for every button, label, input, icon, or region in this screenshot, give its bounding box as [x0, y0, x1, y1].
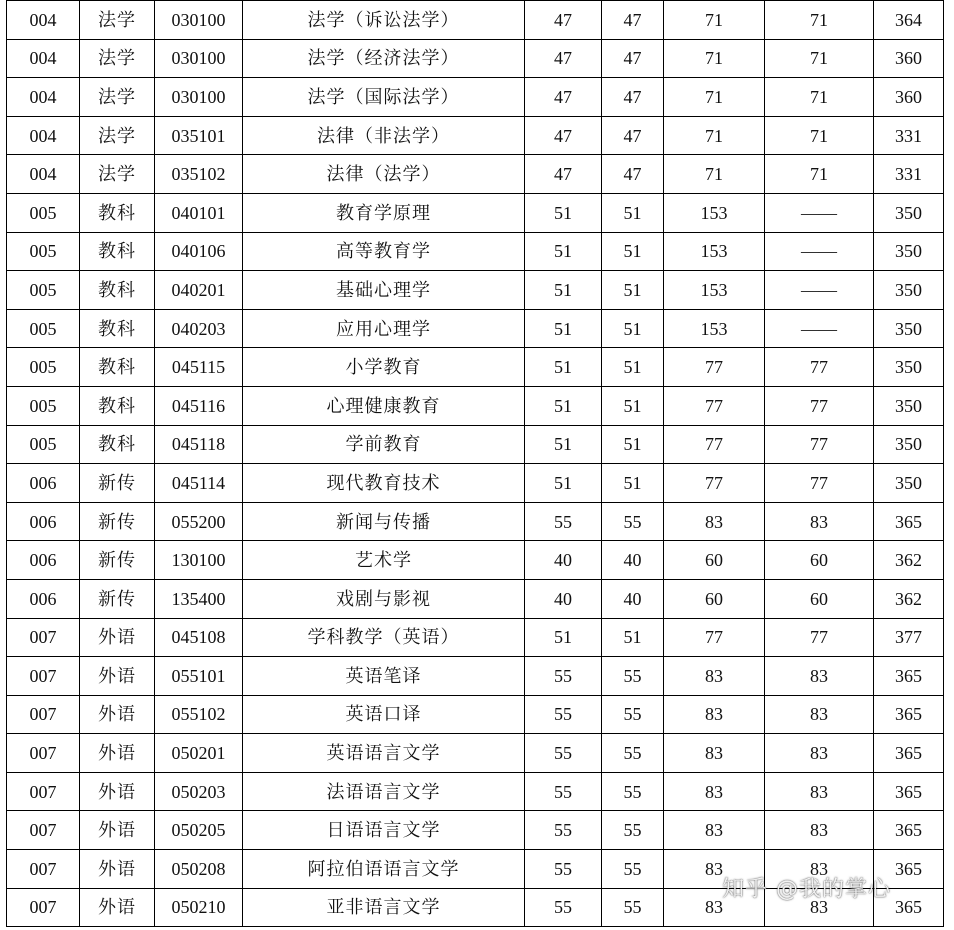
score-col1-cell: 47 — [525, 155, 602, 194]
score-col3-cell: 153 — [664, 232, 765, 271]
score-col4-cell: 83 — [765, 734, 874, 773]
dept-code-cell: 007 — [7, 695, 80, 734]
total-score-cell: 350 — [874, 425, 944, 464]
score-col2-cell: 55 — [602, 888, 664, 927]
dept-name-cell: 外语 — [80, 695, 155, 734]
score-col2-cell: 47 — [602, 155, 664, 194]
dept-name-cell: 外语 — [80, 772, 155, 811]
dept-code-cell: 007 — [7, 772, 80, 811]
total-score-cell: 350 — [874, 193, 944, 232]
score-col1-cell: 51 — [525, 464, 602, 503]
total-score-cell: 350 — [874, 464, 944, 503]
score-col4-cell: —— — [765, 193, 874, 232]
major-code-cell: 135400 — [155, 579, 243, 618]
dept-name-cell: 教科 — [80, 386, 155, 425]
score-col1-cell: 47 — [525, 78, 602, 117]
table-row — [7, 78, 944, 117]
score-col1-cell: 51 — [525, 348, 602, 387]
score-col3-cell: 71 — [664, 1, 765, 40]
major-code-cell: 040201 — [155, 271, 243, 310]
score-col2-cell: 55 — [602, 850, 664, 889]
score-col1-cell: 47 — [525, 39, 602, 78]
score-col2-cell: 51 — [602, 618, 664, 657]
score-col1-cell: 55 — [525, 811, 602, 850]
score-col2-cell: 51 — [602, 348, 664, 387]
major-name-cell: 小学教育 — [243, 348, 525, 387]
score-col3-cell: 83 — [664, 850, 765, 889]
major-code-cell: 055200 — [155, 502, 243, 541]
score-col3-cell: 71 — [664, 155, 765, 194]
score-col3-cell: 77 — [664, 464, 765, 503]
major-code-cell: 045114 — [155, 464, 243, 503]
total-score-cell: 365 — [874, 888, 944, 927]
dept-name-cell: 外语 — [80, 888, 155, 927]
score-col4-cell: 83 — [765, 850, 874, 889]
dept-code-cell: 005 — [7, 309, 80, 348]
score-col1-cell: 51 — [525, 309, 602, 348]
score-col4-cell: 71 — [765, 39, 874, 78]
dept-code-cell: 005 — [7, 386, 80, 425]
table-row — [7, 618, 944, 657]
major-code-cell: 040203 — [155, 309, 243, 348]
score-col2-cell: 47 — [602, 116, 664, 155]
score-col1-cell: 55 — [525, 734, 602, 773]
score-col2-cell: 55 — [602, 811, 664, 850]
major-name-cell: 法学（国际法学） — [243, 78, 525, 117]
dept-name-cell: 法学 — [80, 1, 155, 40]
score-col4-cell: 83 — [765, 772, 874, 811]
score-col3-cell: 83 — [664, 811, 765, 850]
table-row — [7, 116, 944, 155]
score-table — [6, 0, 944, 927]
total-score-cell: 365 — [874, 850, 944, 889]
score-col4-cell: 77 — [765, 618, 874, 657]
major-code-cell: 030100 — [155, 39, 243, 78]
dept-code-cell: 005 — [7, 348, 80, 387]
table-row — [7, 464, 944, 503]
dept-code-cell: 004 — [7, 116, 80, 155]
total-score-cell: 362 — [874, 541, 944, 580]
score-col3-cell: 77 — [664, 425, 765, 464]
watermark-text: 知乎 @我的掌心 — [722, 877, 891, 902]
score-col4-cell: 71 — [765, 155, 874, 194]
major-code-cell: 035102 — [155, 155, 243, 194]
score-col2-cell: 55 — [602, 657, 664, 696]
score-col3-cell: 60 — [664, 579, 765, 618]
table-row — [7, 734, 944, 773]
dept-name-cell: 教科 — [80, 193, 155, 232]
dept-code-cell: 005 — [7, 193, 80, 232]
dept-name-cell: 教科 — [80, 309, 155, 348]
major-name-cell: 应用心理学 — [243, 309, 525, 348]
total-score-cell: 350 — [874, 348, 944, 387]
score-col3-cell: 153 — [664, 271, 765, 310]
score-col2-cell: 55 — [602, 734, 664, 773]
dept-code-cell: 004 — [7, 39, 80, 78]
dept-code-cell: 005 — [7, 271, 80, 310]
major-name-cell: 现代教育技术 — [243, 464, 525, 503]
total-score-cell: 350 — [874, 271, 944, 310]
dept-code-cell: 006 — [7, 502, 80, 541]
score-col1-cell: 51 — [525, 386, 602, 425]
dept-name-cell: 新传 — [80, 579, 155, 618]
table-row — [7, 695, 944, 734]
score-col1-cell: 51 — [525, 271, 602, 310]
total-score-cell: 364 — [874, 1, 944, 40]
major-name-cell: 基础心理学 — [243, 271, 525, 310]
table-row — [7, 39, 944, 78]
total-score-cell: 360 — [874, 39, 944, 78]
dept-name-cell: 法学 — [80, 39, 155, 78]
score-col2-cell: 51 — [602, 232, 664, 271]
score-col4-cell: 71 — [765, 1, 874, 40]
dept-code-cell: 004 — [7, 155, 80, 194]
score-col3-cell: 77 — [664, 618, 765, 657]
dept-code-cell: 007 — [7, 734, 80, 773]
dept-code-cell: 007 — [7, 888, 80, 927]
table-row — [7, 348, 944, 387]
major-name-cell: 艺术学 — [243, 541, 525, 580]
major-code-cell: 030100 — [155, 1, 243, 40]
dept-name-cell: 法学 — [80, 116, 155, 155]
major-code-cell: 045118 — [155, 425, 243, 464]
table-row — [7, 425, 944, 464]
total-score-cell: 350 — [874, 232, 944, 271]
score-col3-cell: 83 — [664, 657, 765, 696]
major-code-cell: 035101 — [155, 116, 243, 155]
dept-name-cell: 外语 — [80, 850, 155, 889]
dept-code-cell: 005 — [7, 425, 80, 464]
score-col3-cell: 71 — [664, 39, 765, 78]
score-col1-cell: 55 — [525, 888, 602, 927]
total-score-cell: 365 — [874, 772, 944, 811]
table-row — [7, 888, 944, 927]
total-score-cell: 362 — [874, 579, 944, 618]
total-score-cell: 365 — [874, 502, 944, 541]
score-col1-cell: 40 — [525, 579, 602, 618]
score-col1-cell: 51 — [525, 232, 602, 271]
score-col3-cell: 83 — [664, 502, 765, 541]
score-col2-cell: 47 — [602, 39, 664, 78]
major-name-cell: 学科教学（英语） — [243, 618, 525, 657]
dept-code-cell: 005 — [7, 232, 80, 271]
table-row — [7, 541, 944, 580]
dept-name-cell: 教科 — [80, 348, 155, 387]
score-col3-cell: 60 — [664, 541, 765, 580]
total-score-cell: 365 — [874, 734, 944, 773]
score-col2-cell: 47 — [602, 78, 664, 117]
score-col2-cell: 51 — [602, 386, 664, 425]
dept-code-cell: 006 — [7, 464, 80, 503]
dept-name-cell: 外语 — [80, 811, 155, 850]
major-name-cell: 教育学原理 — [243, 193, 525, 232]
score-col4-cell: 60 — [765, 541, 874, 580]
dept-name-cell: 新传 — [80, 541, 155, 580]
table-row — [7, 193, 944, 232]
score-col4-cell: 77 — [765, 386, 874, 425]
score-col2-cell: 55 — [602, 502, 664, 541]
score-col2-cell: 51 — [602, 464, 664, 503]
score-col2-cell: 55 — [602, 772, 664, 811]
score-col1-cell: 55 — [525, 695, 602, 734]
score-col3-cell: 77 — [664, 386, 765, 425]
score-col1-cell: 47 — [525, 116, 602, 155]
major-name-cell: 新闻与传播 — [243, 502, 525, 541]
total-score-cell: 377 — [874, 618, 944, 657]
table-body — [7, 1, 944, 927]
dept-name-cell: 新传 — [80, 464, 155, 503]
table-row — [7, 232, 944, 271]
dept-name-cell: 教科 — [80, 232, 155, 271]
score-col3-cell: 71 — [664, 116, 765, 155]
score-col2-cell: 51 — [602, 425, 664, 464]
major-code-cell: 030100 — [155, 78, 243, 117]
major-code-cell: 040106 — [155, 232, 243, 271]
score-col4-cell: 83 — [765, 811, 874, 850]
dept-code-cell: 007 — [7, 850, 80, 889]
score-col4-cell: —— — [765, 232, 874, 271]
dept-name-cell: 法学 — [80, 78, 155, 117]
score-col3-cell: 83 — [664, 888, 765, 927]
score-col1-cell: 55 — [525, 502, 602, 541]
score-col3-cell: 153 — [664, 193, 765, 232]
score-col2-cell: 40 — [602, 541, 664, 580]
major-code-cell: 055102 — [155, 695, 243, 734]
major-name-cell: 法律（非法学） — [243, 116, 525, 155]
major-name-cell: 亚非语言文学 — [243, 888, 525, 927]
major-code-cell: 050210 — [155, 888, 243, 927]
score-col3-cell: 83 — [664, 772, 765, 811]
total-score-cell: 350 — [874, 309, 944, 348]
major-name-cell: 英语口译 — [243, 695, 525, 734]
score-col4-cell: 77 — [765, 464, 874, 503]
table-row — [7, 850, 944, 889]
major-name-cell: 学前教育 — [243, 425, 525, 464]
table-row — [7, 811, 944, 850]
score-col2-cell: 55 — [602, 695, 664, 734]
score-col3-cell: 83 — [664, 734, 765, 773]
major-code-cell: 045108 — [155, 618, 243, 657]
score-col4-cell: 77 — [765, 425, 874, 464]
score-col4-cell: 83 — [765, 888, 874, 927]
total-score-cell: 350 — [874, 386, 944, 425]
total-score-cell: 365 — [874, 811, 944, 850]
score-col1-cell: 51 — [525, 618, 602, 657]
score-col1-cell: 55 — [525, 657, 602, 696]
dept-code-cell: 004 — [7, 1, 80, 40]
major-name-cell: 阿拉伯语语言文学 — [243, 850, 525, 889]
dept-code-cell: 007 — [7, 811, 80, 850]
major-name-cell: 高等教育学 — [243, 232, 525, 271]
score-col1-cell: 55 — [525, 772, 602, 811]
dept-code-cell: 007 — [7, 618, 80, 657]
major-code-cell: 055101 — [155, 657, 243, 696]
total-score-cell: 360 — [874, 78, 944, 117]
table-row — [7, 502, 944, 541]
dept-name-cell: 教科 — [80, 271, 155, 310]
total-score-cell: 331 — [874, 155, 944, 194]
score-col4-cell: 83 — [765, 657, 874, 696]
table-row — [7, 772, 944, 811]
score-col4-cell: 71 — [765, 116, 874, 155]
major-name-cell: 法语语言文学 — [243, 772, 525, 811]
score-col3-cell: 71 — [664, 78, 765, 117]
score-col3-cell: 153 — [664, 309, 765, 348]
score-col2-cell: 40 — [602, 579, 664, 618]
major-code-cell: 050201 — [155, 734, 243, 773]
score-col2-cell: 51 — [602, 271, 664, 310]
score-col4-cell: 60 — [765, 579, 874, 618]
table-row — [7, 386, 944, 425]
major-code-cell: 050205 — [155, 811, 243, 850]
score-col3-cell: 83 — [664, 695, 765, 734]
score-col2-cell: 51 — [602, 309, 664, 348]
score-col4-cell: 83 — [765, 502, 874, 541]
score-col4-cell: 77 — [765, 348, 874, 387]
major-name-cell: 戏剧与影视 — [243, 579, 525, 618]
dept-name-cell: 教科 — [80, 425, 155, 464]
dept-code-cell: 006 — [7, 541, 80, 580]
score-col1-cell: 51 — [525, 425, 602, 464]
major-code-cell: 050203 — [155, 772, 243, 811]
dept-name-cell: 外语 — [80, 734, 155, 773]
total-score-cell: 365 — [874, 657, 944, 696]
major-name-cell: 法学（诉讼法学） — [243, 1, 525, 40]
dept-code-cell: 004 — [7, 78, 80, 117]
total-score-cell: 365 — [874, 695, 944, 734]
dept-name-cell: 外语 — [80, 657, 155, 696]
table-row — [7, 657, 944, 696]
dept-code-cell: 006 — [7, 579, 80, 618]
major-code-cell: 130100 — [155, 541, 243, 580]
score-col1-cell: 40 — [525, 541, 602, 580]
major-code-cell: 040101 — [155, 193, 243, 232]
score-col1-cell: 51 — [525, 193, 602, 232]
score-col4-cell: 71 — [765, 78, 874, 117]
table-row — [7, 271, 944, 310]
major-name-cell: 日语语言文学 — [243, 811, 525, 850]
major-name-cell: 法学（经济法学） — [243, 39, 525, 78]
dept-code-cell: 007 — [7, 657, 80, 696]
major-code-cell: 050208 — [155, 850, 243, 889]
score-col1-cell: 55 — [525, 850, 602, 889]
score-col4-cell: 83 — [765, 695, 874, 734]
total-score-cell: 331 — [874, 116, 944, 155]
major-code-cell: 045116 — [155, 386, 243, 425]
table-row — [7, 579, 944, 618]
score-col1-cell: 47 — [525, 1, 602, 40]
major-name-cell: 英语语言文学 — [243, 734, 525, 773]
table-row — [7, 1, 944, 40]
dept-name-cell: 外语 — [80, 618, 155, 657]
score-col4-cell: —— — [765, 271, 874, 310]
dept-name-cell: 法学 — [80, 155, 155, 194]
score-col3-cell: 77 — [664, 348, 765, 387]
dept-name-cell: 新传 — [80, 502, 155, 541]
major-name-cell: 法律（法学） — [243, 155, 525, 194]
major-code-cell: 045115 — [155, 348, 243, 387]
score-col4-cell: —— — [765, 309, 874, 348]
table-row — [7, 155, 944, 194]
score-col2-cell: 47 — [602, 1, 664, 40]
major-name-cell: 心理健康教育 — [243, 386, 525, 425]
score-col2-cell: 51 — [602, 193, 664, 232]
table-row — [7, 309, 944, 348]
major-name-cell: 英语笔译 — [243, 657, 525, 696]
